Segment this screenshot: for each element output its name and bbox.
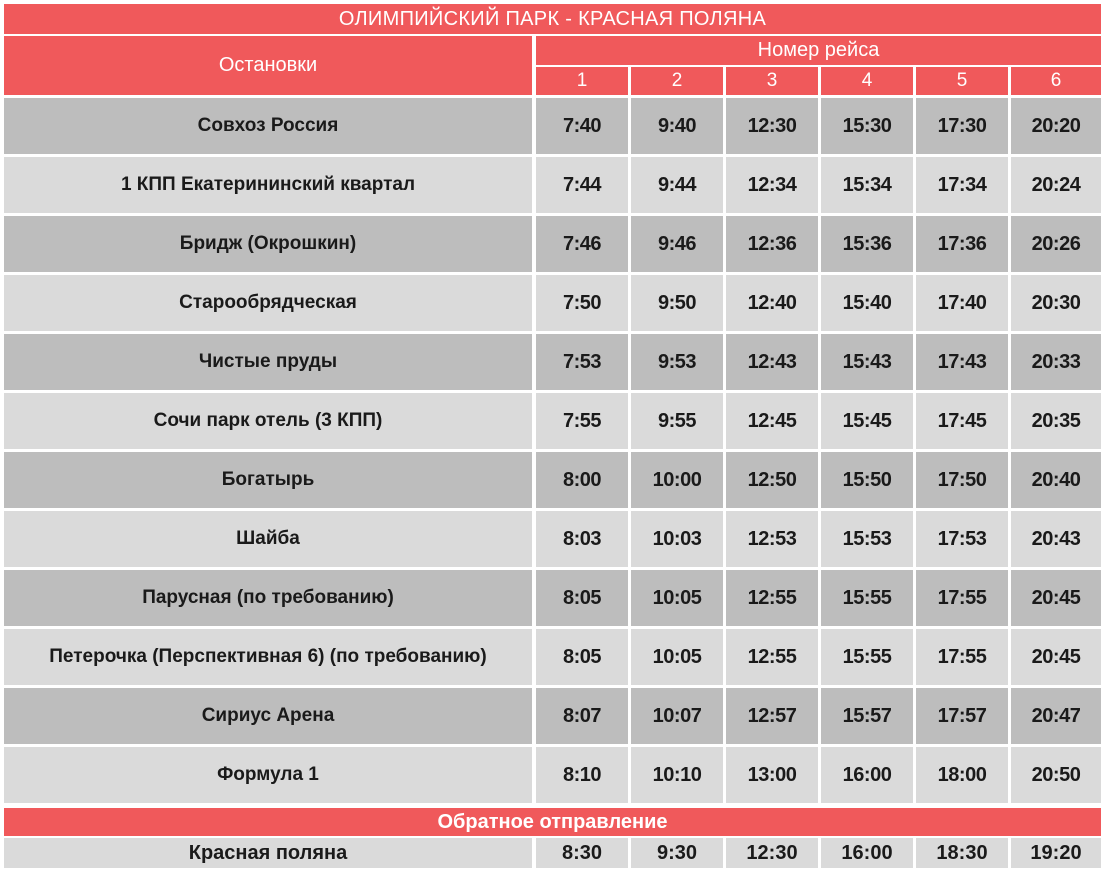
- departure-time: 10:03: [631, 511, 723, 567]
- departure-time: 20:26: [1011, 216, 1101, 272]
- departure-time: 8:05: [536, 629, 628, 685]
- departure-time: 12:40: [726, 275, 818, 331]
- stop-name: Петерочка (Перспективная 6) (по требованию): [4, 629, 532, 685]
- stop-name: Богатырь: [4, 452, 532, 508]
- departure-time: 18:00: [916, 747, 1008, 803]
- departure-time: 12:50: [726, 452, 818, 508]
- departure-time: 20:35: [1011, 393, 1101, 449]
- departure-time: 12:30: [726, 98, 818, 154]
- departure-time: 17:36: [916, 216, 1008, 272]
- departure-time: 16:00: [821, 747, 913, 803]
- trip-number-1: 1: [536, 67, 628, 95]
- table-title: ОЛИМПИЙСКИЙ ПАРК - КРАСНАЯ ПОЛЯНА: [4, 4, 1101, 34]
- departure-time: 15:55: [821, 570, 913, 626]
- departure-time: 8:10: [536, 747, 628, 803]
- departure-time: 20:24: [1011, 157, 1101, 213]
- return-departure-time: 9:30: [631, 838, 723, 868]
- departure-time: 15:40: [821, 275, 913, 331]
- departure-time: 10:00: [631, 452, 723, 508]
- departure-time: 12:34: [726, 157, 818, 213]
- departure-time: 8:03: [536, 511, 628, 567]
- departure-time: 17:50: [916, 452, 1008, 508]
- stop-name: Парусная (по требованию): [4, 570, 532, 626]
- trip-number-2: 2: [631, 67, 723, 95]
- return-departure-time: 16:00: [821, 838, 913, 868]
- departure-time: 20:47: [1011, 688, 1101, 744]
- departure-time: 13:00: [726, 747, 818, 803]
- stop-name: Чистые пруды: [4, 334, 532, 390]
- stop-name: Бридж (Окрошкин): [4, 216, 532, 272]
- departure-time: 10:05: [631, 629, 723, 685]
- departure-time: 20:40: [1011, 452, 1101, 508]
- stop-name: Сириус Арена: [4, 688, 532, 744]
- departure-time: 7:53: [536, 334, 628, 390]
- departure-time: 20:33: [1011, 334, 1101, 390]
- departure-time: 9:46: [631, 216, 723, 272]
- departure-time: 15:50: [821, 452, 913, 508]
- departure-time: 17:40: [916, 275, 1008, 331]
- return-departure-time: 19:20: [1011, 838, 1101, 868]
- departure-time: 9:53: [631, 334, 723, 390]
- departure-time: 17:45: [916, 393, 1008, 449]
- departure-time: 12:53: [726, 511, 818, 567]
- departure-time: 7:46: [536, 216, 628, 272]
- return-stop-name: Красная поляна: [4, 838, 532, 868]
- departure-time: 17:57: [916, 688, 1008, 744]
- departure-time: 7:40: [536, 98, 628, 154]
- departure-time: 10:05: [631, 570, 723, 626]
- departure-time: 17:53: [916, 511, 1008, 567]
- return-departure-time: 18:30: [916, 838, 1008, 868]
- departure-time: 20:45: [1011, 629, 1101, 685]
- departure-time: 17:55: [916, 570, 1008, 626]
- departure-time: 15:53: [821, 511, 913, 567]
- departure-time: 15:36: [821, 216, 913, 272]
- departure-time: 15:43: [821, 334, 913, 390]
- stop-name: Шайба: [4, 511, 532, 567]
- departure-time: 10:07: [631, 688, 723, 744]
- stop-name: Сочи парк отель (3 КПП): [4, 393, 532, 449]
- departure-time: 12:45: [726, 393, 818, 449]
- departure-time: 15:57: [821, 688, 913, 744]
- departure-time: 17:55: [916, 629, 1008, 685]
- departure-time: 9:40: [631, 98, 723, 154]
- departure-time: 20:43: [1011, 511, 1101, 567]
- departure-time: 12:57: [726, 688, 818, 744]
- departure-time: 15:34: [821, 157, 913, 213]
- departure-time: 20:20: [1011, 98, 1101, 154]
- departure-time: 9:44: [631, 157, 723, 213]
- departure-time: 12:36: [726, 216, 818, 272]
- departure-time: 12:43: [726, 334, 818, 390]
- departure-time: 12:55: [726, 570, 818, 626]
- trip-number-4: 4: [821, 67, 913, 95]
- departure-time: 15:30: [821, 98, 913, 154]
- departure-time: 15:55: [821, 629, 913, 685]
- departure-time: 17:30: [916, 98, 1008, 154]
- departure-time: 20:45: [1011, 570, 1101, 626]
- departure-time: 12:55: [726, 629, 818, 685]
- departure-time: 7:50: [536, 275, 628, 331]
- trip-number-header: Номер рейса: [536, 36, 1101, 65]
- departure-time: 20:30: [1011, 275, 1101, 331]
- departure-time: 9:55: [631, 393, 723, 449]
- departure-time: 7:55: [536, 393, 628, 449]
- departure-time: 17:34: [916, 157, 1008, 213]
- stop-name: Совхоз Россия: [4, 98, 532, 154]
- trip-number-3: 3: [726, 67, 818, 95]
- stop-name: 1 КПП Екатерининский квартал: [4, 157, 532, 213]
- departure-time: 15:45: [821, 393, 913, 449]
- stops-header: Остановки: [4, 36, 532, 95]
- departure-time: 17:43: [916, 334, 1008, 390]
- departure-time: 8:07: [536, 688, 628, 744]
- return-title: Обратное отправление: [4, 808, 1101, 836]
- departure-time: 8:05: [536, 570, 628, 626]
- departure-time: 9:50: [631, 275, 723, 331]
- departure-time: 8:00: [536, 452, 628, 508]
- trip-number-6: 6: [1011, 67, 1101, 95]
- stop-name: Старообрядческая: [4, 275, 532, 331]
- departure-time: 10:10: [631, 747, 723, 803]
- departure-time: 7:44: [536, 157, 628, 213]
- trip-number-5: 5: [916, 67, 1008, 95]
- return-departure-time: 8:30: [536, 838, 628, 868]
- return-departure-time: 12:30: [726, 838, 818, 868]
- departure-time: 20:50: [1011, 747, 1101, 803]
- stop-name: Формула 1: [4, 747, 532, 803]
